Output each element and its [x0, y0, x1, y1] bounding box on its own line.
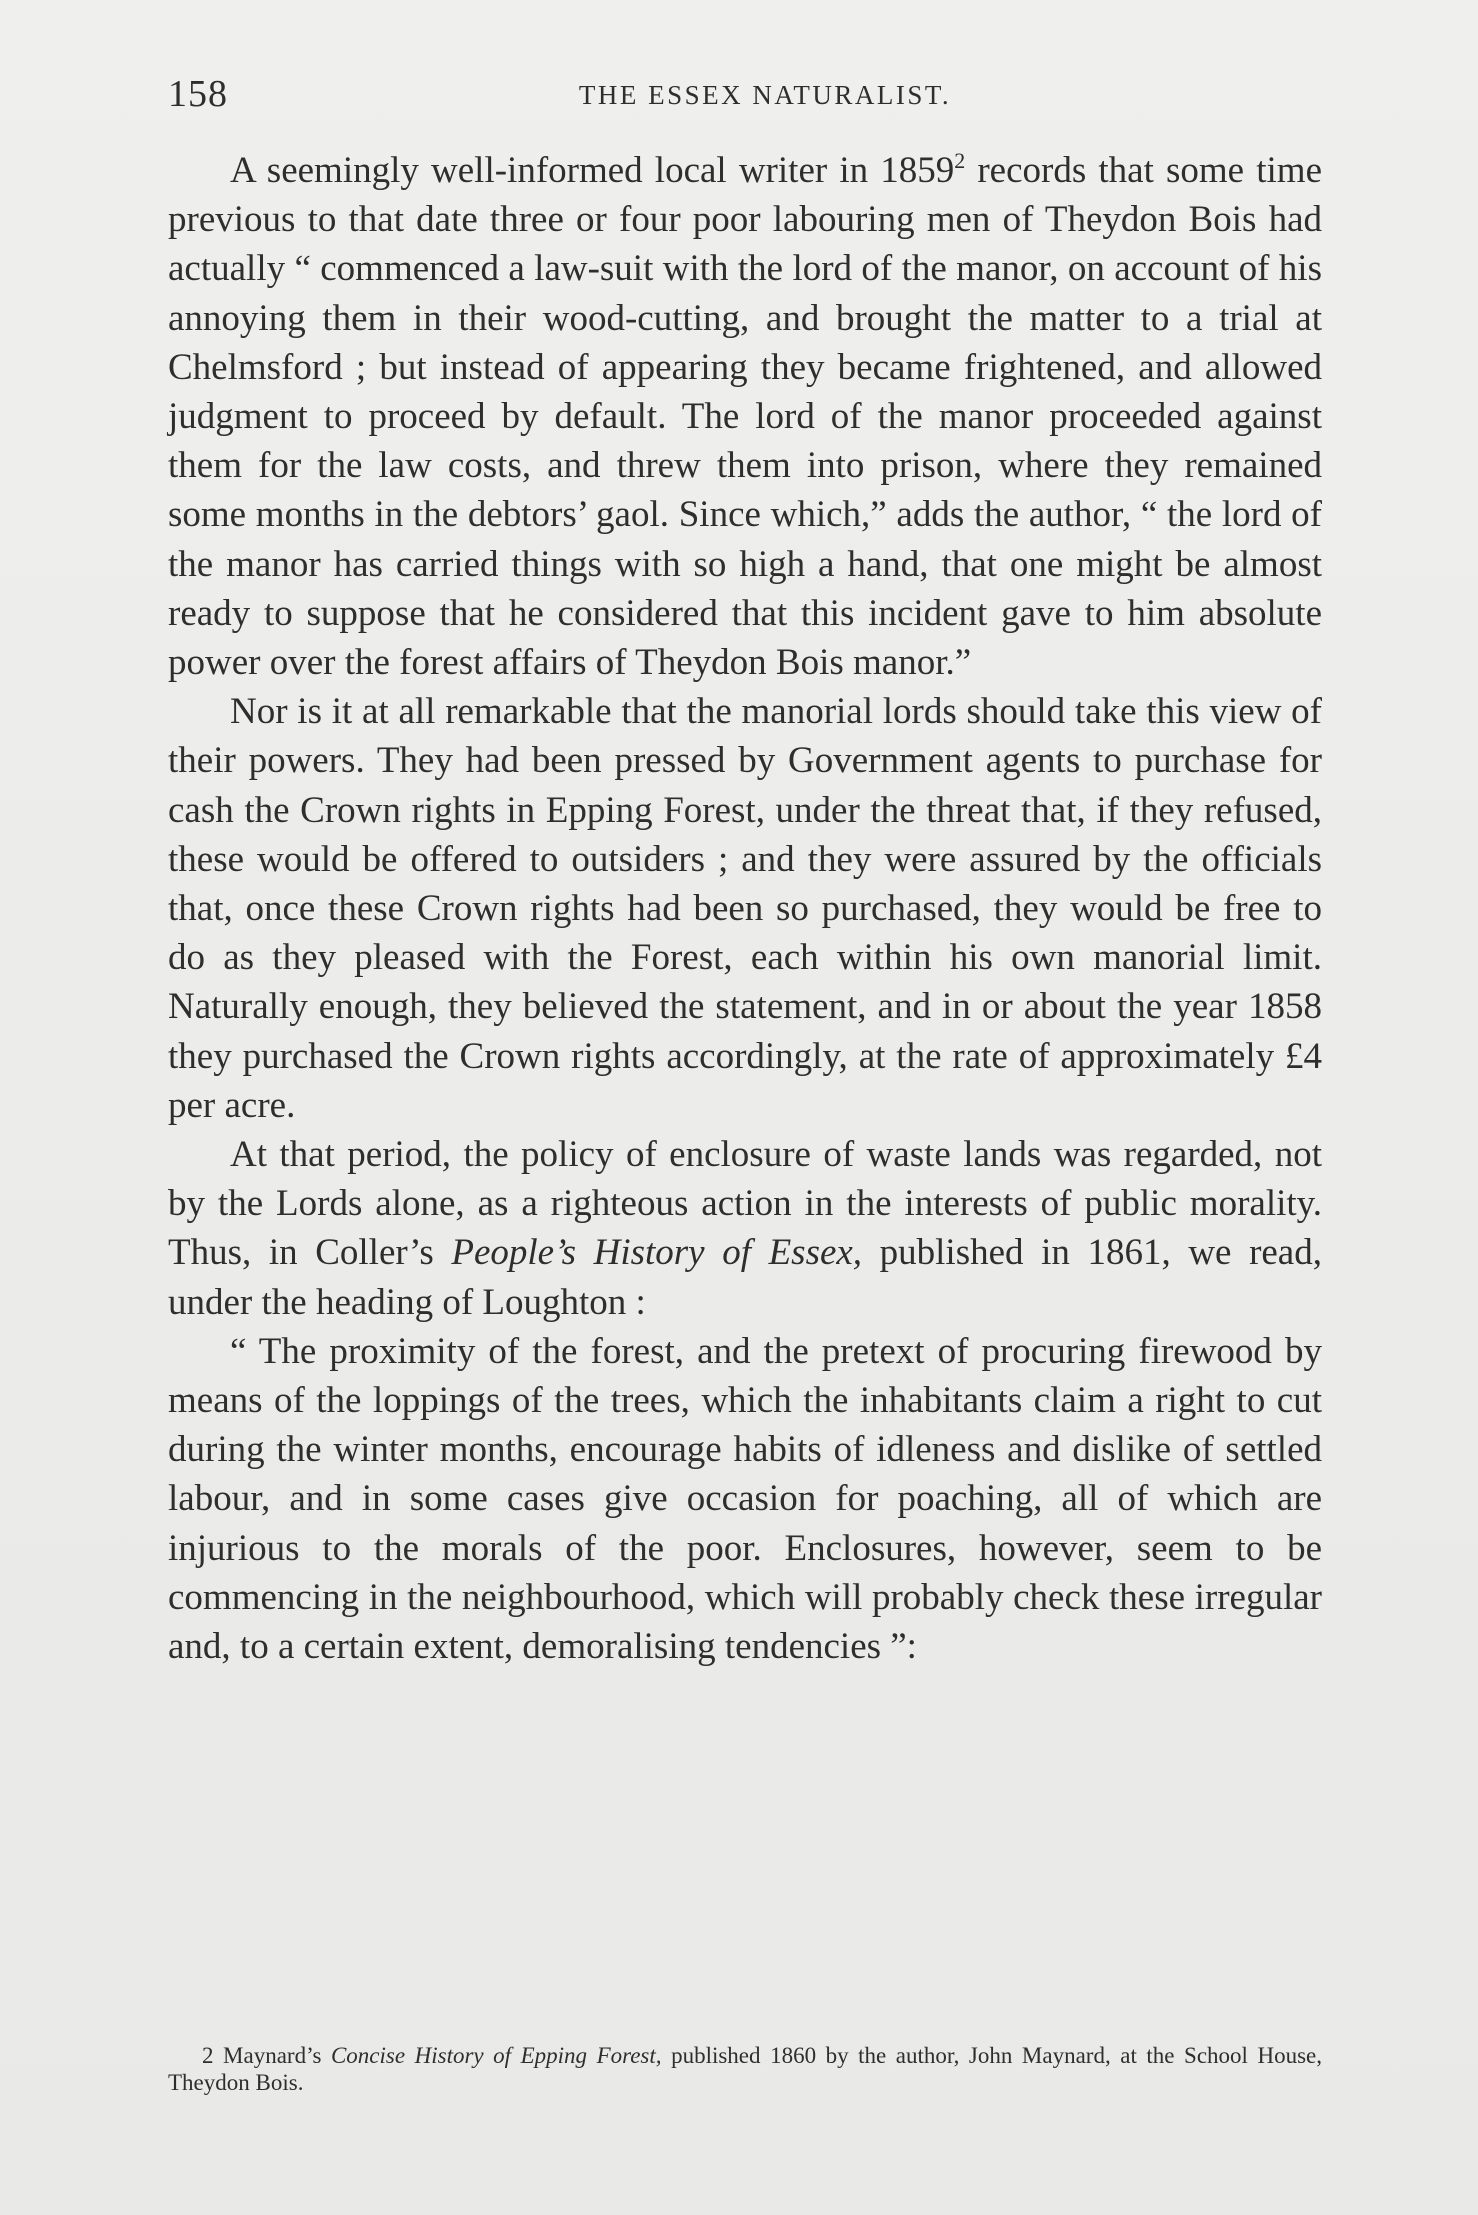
running-head [168, 72, 1322, 122]
footnote-marker: 2 [202, 2043, 214, 2068]
paragraph-3-continuation: published in 1861, we read, under the heading of Loughton : [168, 1232, 1322, 1323]
paragraph-3 [168, 1130, 1322, 1327]
journal-title: THE ESSEX NATURALIST. [578, 80, 952, 110]
paragraph-1 [168, 146, 1322, 687]
footnote-2 [168, 2042, 1322, 2096]
page-number: 158 [168, 73, 228, 115]
paragraph-3-opening: At that period, the policy of enclosure of waste lands was regarded, not by the Lords alone, as a righteous action in the interests of public morality. Thus, in Coller’s [168, 1134, 1322, 1274]
footnote-reference: 2 [954, 148, 966, 173]
body-text [168, 146, 1322, 1671]
paragraph-1-opening: A seemingly well-informed local writer in 1859 [230, 150, 955, 191]
footnote-continuation: published 1860 by the author, John Maynard, at the School House, Theydon Bois. [168, 2043, 1322, 2095]
footnotes [168, 2042, 1322, 2096]
paragraph-4-quotation: “ The proximity of the forest, and the pretext of procuring firewood by means of the loppings of the trees, which the inhabitants claim a right to cut during the winter months, encourage habits of idleness and dislike of settled labour, and in some cases give occasion for poaching, all of which are injurious to the morals of the poor. Enclosures, however, seem to be commencing in the neighbourhood, which will probably check these irregular and, to a certain extent, demoralising tendencies ”: [168, 1330, 1322, 1668]
footnote-opening: Maynard’s [213, 2043, 331, 2068]
paragraph-1-continuation: records that some time previous to that date three or four poor labouring men of Theydon Bois had actually “ commenced a law-suit with the lord of the manor, on account of his annoying them in their wood-cutting, and brought the matter to a trial at Chelmsford ; but instead of appearing they became frightened, and allowed judgment to proceed by default. The lord of the manor proceeded against them for the law costs, and threw them into prison, where they remained some months in the debtors’ gaol. Since which,” adds the author, “ the lord of the manor has carried things with so high a hand, that one might be almost ready to suppose that he considered that this incident gave to him absolute power over the forest affairs of Theydon Bois manor.” [168, 150, 1322, 684]
book-title-peoples-history: People’s History of Essex, [451, 1232, 863, 1274]
book-title-concise-history: Concise History of Epping Forest, [330, 2043, 662, 2068]
paragraph-2: Nor is it at all remarkable that the manorial lords should take this view of their powers. They had been pressed by Government agents to purchase for cash the Crown rights in Epping Forest, under the threat that, if they refused, these would be offered to outsiders ; and they were assured by the officials that, once these Crown rights had been so purchased, they would be free to do as they pleased with the Forest, each within his own manorial limit. Naturally enough, they believed the statement, and in or about the year 1858 they purchased the Crown rights accordingly, at the rate of approximately £4 per acre. [168, 691, 1322, 1126]
